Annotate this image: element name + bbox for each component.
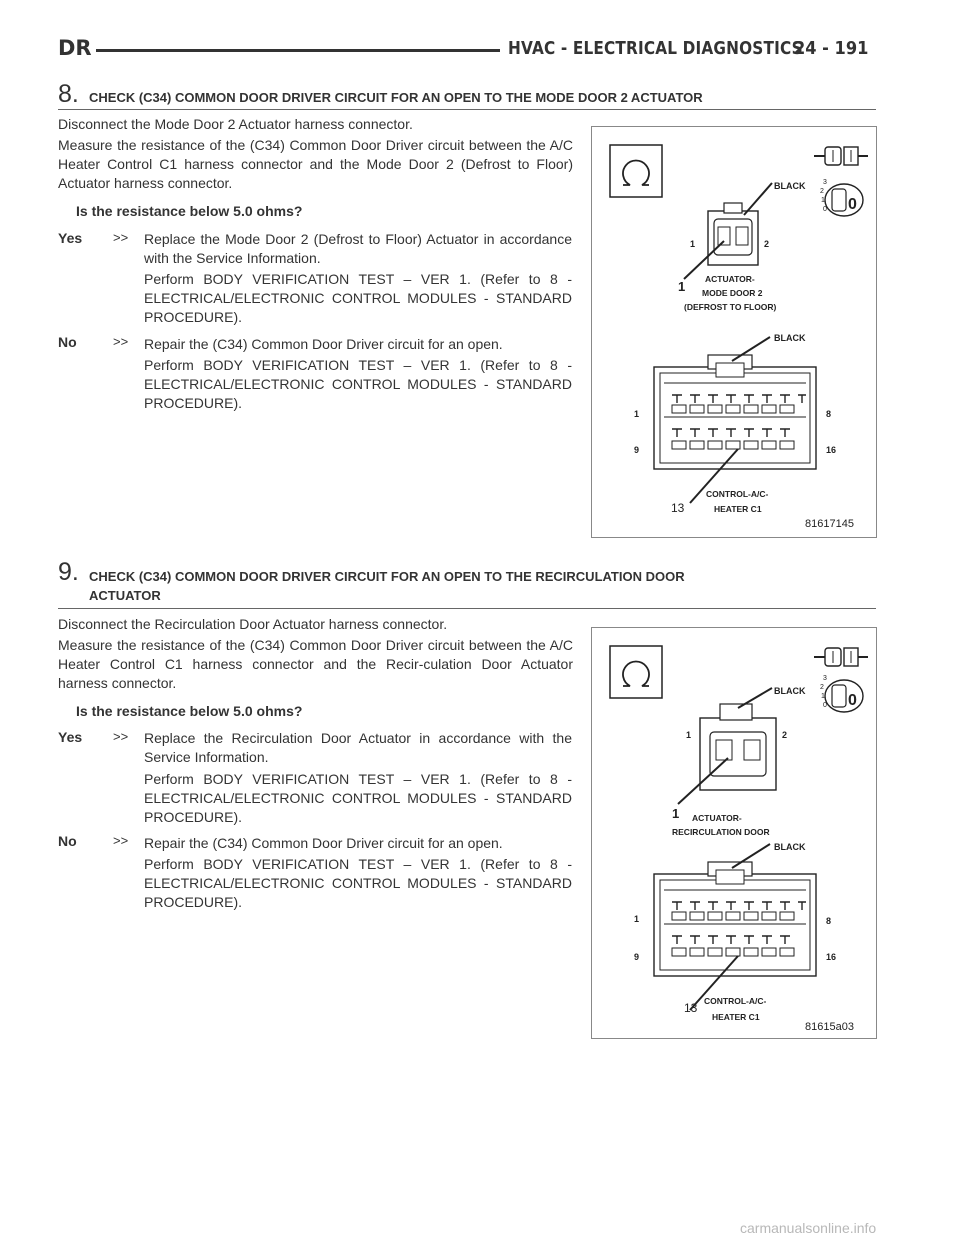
pin-label: 1	[686, 730, 692, 740]
step-rule	[58, 608, 876, 609]
pin-callout: 13	[671, 501, 685, 515]
connector-label: ACTUATOR-	[692, 813, 742, 823]
meter-scale-label: 3	[823, 675, 827, 682]
answer-text: Perform BODY VERIFICATION TEST – VER 1. (Refer to 8 - ELECTRICAL/ELECTRONIC CONTROL MODULES - STANDARD PROCEDURE).	[144, 771, 572, 825]
step-number: 8.	[58, 80, 79, 108]
connector-diagram	[592, 628, 876, 1038]
step-title-line: CHECK (C34) COMMON DOOR DRIVER CIRCUIT FOR AN OPEN TO THE RECIRCULATION DOOR	[89, 569, 685, 584]
pin-label: 8	[826, 916, 832, 926]
header-rule	[96, 49, 500, 52]
header-page-number: 24 - 191	[794, 38, 869, 59]
figure-id: 81615a03	[805, 1021, 854, 1033]
step-question: Is the resistance below 5.0 ohms?	[76, 703, 303, 719]
answer-key-yes: Yes	[58, 729, 83, 745]
actuator-connector	[678, 688, 776, 804]
answer-key-yes: Yes	[58, 230, 83, 246]
wire-color-label: BLACK	[774, 333, 806, 343]
pin-label: 1	[634, 914, 640, 924]
connector-label: CONTROL-A/C-	[706, 489, 769, 499]
wire-color-label: BLACK	[774, 842, 806, 852]
meter-scale-label: 1	[821, 693, 825, 700]
header-section-title: HVAC - ELECTRICAL DIAGNOSTICS	[508, 38, 803, 59]
connector-label: HEATER C1	[714, 504, 762, 514]
control-connector	[654, 337, 816, 503]
step-number: 9.	[58, 558, 79, 586]
meter-scale-label: 3	[823, 179, 827, 186]
meter-probe-icon	[814, 147, 868, 165]
step-paragraph: Disconnect the Recirculation Door Actuator harness connector.	[58, 616, 448, 632]
pin-label: 16	[826, 952, 837, 962]
ohm-symbol-icon	[610, 145, 662, 197]
meter-dial-icon	[820, 179, 863, 216]
step-paragraph: Disconnect the Mode Door 2 Actuator harness connector.	[58, 116, 413, 132]
meter-scale-label: 2	[820, 188, 824, 195]
answer-arrow: >>	[113, 230, 129, 245]
step-title-line: ACTUATOR	[89, 588, 161, 603]
meter-reading: 0	[848, 196, 857, 213]
answer-text: Replace the Mode Door 2 (Defrost to Floor) Actuator in accordance with the Service Information.	[144, 231, 572, 266]
answer-text: Repair the (C34) Common Door Driver circuit for an open.	[144, 835, 503, 851]
pin-label: 8	[826, 409, 832, 419]
connector-label: ACTUATOR-	[705, 274, 755, 284]
pin-label: 2	[782, 730, 788, 740]
pin-label: 16	[826, 445, 837, 455]
step-title-line: CHECK (C34) COMMON DOOR DRIVER CIRCUIT FOR AN OPEN TO THE MODE DOOR 2 ACTUATOR	[89, 90, 703, 105]
ohm-symbol-icon	[610, 646, 662, 698]
header-model: DR	[58, 36, 92, 60]
step-rule	[58, 109, 876, 110]
pin-callout: 1	[672, 806, 680, 821]
answer-arrow: >>	[113, 334, 129, 349]
figure-id: 81617145	[805, 518, 854, 530]
meter-scale-label: 2	[820, 684, 824, 691]
pin-label: 9	[634, 445, 640, 455]
meter-reading: 0	[848, 692, 857, 709]
connector-label: HEATER C1	[712, 1012, 760, 1022]
pin-callout: 1	[678, 279, 686, 294]
meter-scale-label: 0	[823, 702, 827, 709]
answer-text: Replace the Recirculation Door Actuator in accordance with the Service Information.	[144, 730, 572, 765]
answer-key-no: No	[58, 334, 77, 350]
connector-label: RECIRCULATION DOOR	[672, 827, 770, 837]
step-paragraph: Measure the resistance of the (C34) Common Door Driver circuit between the A/C Heater Control C1 harness connector and the Recir-culation Door Actuator harness connector.	[58, 637, 573, 691]
step-question: Is the resistance below 5.0 ohms?	[76, 203, 303, 219]
answer-arrow: >>	[113, 729, 129, 744]
answer-key-no: No	[58, 833, 77, 849]
answer-text: Repair the (C34) Common Door Driver circuit for an open.	[144, 336, 503, 352]
connector-label: (DEFROST TO FLOOR)	[684, 302, 777, 312]
pin-label: 9	[634, 952, 640, 962]
meter-dial-icon	[820, 675, 863, 712]
meter-scale-label: 0	[823, 206, 827, 213]
connector-diagram-figure	[591, 126, 877, 538]
actuator-connector	[684, 183, 772, 279]
pin-label: 1	[690, 239, 696, 249]
meter-probe-icon	[814, 648, 868, 666]
pin-label: 1	[634, 409, 640, 419]
meter-scale-label: 1	[821, 197, 825, 204]
answer-text: Perform BODY VERIFICATION TEST – VER 1. (Refer to 8 - ELECTRICAL/ELECTRONIC CONTROL MODULES - STANDARD PROCEDURE).	[144, 271, 572, 325]
answer-text: Perform BODY VERIFICATION TEST – VER 1. (Refer to 8 - ELECTRICAL/ELECTRONIC CONTROL MODULES - STANDARD PROCEDURE).	[144, 357, 572, 411]
connector-label: MODE DOOR 2	[702, 288, 763, 298]
wire-color-label: BLACK	[774, 686, 806, 696]
connector-diagram	[592, 127, 876, 537]
answer-arrow: >>	[113, 833, 129, 848]
step-paragraph: Measure the resistance of the (C34) Common Door Driver circuit between the A/C Heater Control C1 harness connector and the Mode Door 2 (Defrost to Floor) Actuator harness connector.	[58, 137, 573, 191]
control-connector	[654, 844, 816, 1010]
answer-text: Perform BODY VERIFICATION TEST – VER 1. (Refer to 8 - ELECTRICAL/ELECTRONIC CONTROL MODULES - STANDARD PROCEDURE).	[144, 856, 572, 910]
wire-color-label: BLACK	[774, 181, 806, 191]
pin-label: 2	[764, 239, 770, 249]
connector-diagram-figure	[591, 627, 877, 1039]
watermark: carmanualsonline.info	[740, 1220, 877, 1236]
connector-label: CONTROL-A/C-	[704, 996, 767, 1006]
pin-callout: 13	[684, 1001, 698, 1015]
